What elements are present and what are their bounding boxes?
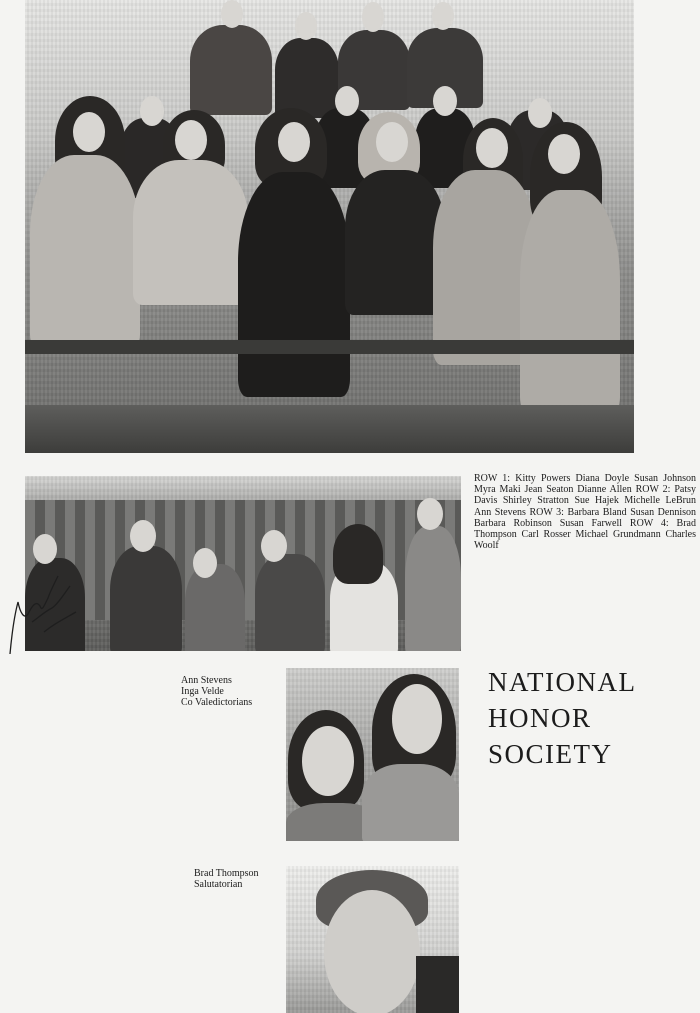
title-line: SOCIETY [488,739,613,769]
student-figure [110,546,182,651]
student-figure [275,38,339,118]
student-face [417,498,443,530]
student-face [392,684,442,754]
student-face [130,520,156,552]
student-figure [255,554,325,651]
student-face [548,134,580,174]
student-face [324,890,420,1013]
student-face [175,120,207,160]
student-face [476,128,508,168]
salutatorian-name: Brad Thompson [194,868,259,879]
student-coat [30,155,140,350]
student-face [278,122,310,162]
valedictorians-photo [286,668,459,841]
student-face [193,548,217,578]
salutatorian-photo [286,866,459,1013]
valedictorian-name: Inga Velde [181,686,224,697]
candle-ceremony-photo [25,476,461,651]
student-sweater [362,764,459,841]
student-face [295,12,317,40]
student-coat [345,170,445,315]
title-line: HONOR [488,703,592,733]
salutatorian-role: Salutatorian [194,879,243,890]
student-face [376,122,408,162]
student-face [73,112,105,152]
suit [416,956,459,1013]
student-face [362,2,384,32]
handwritten-signature [4,562,84,662]
bench [25,340,634,354]
photo-caption: ROW 1: Kitty Powers Diana Doyle Susan Johnson Myra Maki Jean Seaton Dianne Allen ROW 2: Patsy Davis Shirley Stratton Sue Hajek Michelle LeBrun Ann Stevens ROW 3: Barbara Bland Susan Dennison Barbara Robinson Susan Farwell ROW 4: Brad Thompson Carl Rosser Michael Grundmann Charles Woolf [474,473,696,552]
student-figure [185,564,245,651]
valedictorian-name: Ann Stevens [181,675,232,686]
student-face [221,0,243,28]
valedictorian-role: Co Valedictorians [181,697,253,708]
student-face [432,2,454,30]
student-face [33,534,57,564]
student-face [335,86,359,116]
student-face [261,530,287,562]
page-title [488,664,636,772]
student-coat [133,160,248,305]
student-face [528,98,552,128]
student-face [140,96,164,126]
floor [25,405,634,453]
title-line: NATIONAL [488,667,637,697]
student-face [302,726,354,796]
student-coat [520,190,620,415]
student-coat [238,172,350,397]
student-face [433,86,457,116]
group-photo [25,0,634,453]
student-figure [190,25,272,115]
student-hair [333,524,383,584]
student-figure [405,526,461,651]
